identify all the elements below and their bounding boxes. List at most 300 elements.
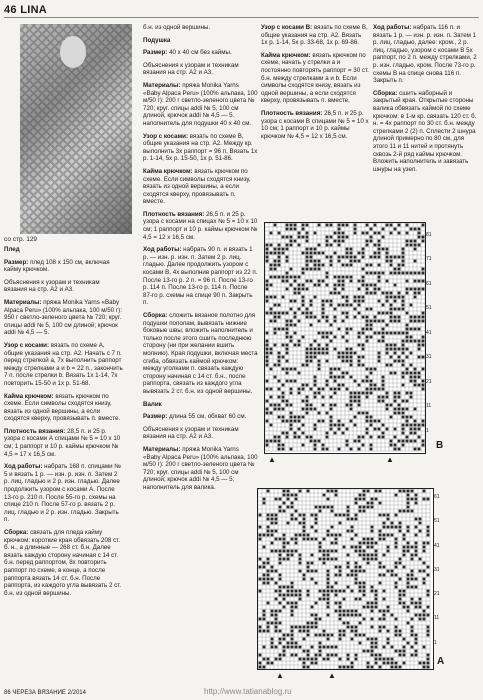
col2-paragraph [143, 211, 258, 241]
chart-stitch [282, 236, 285, 239]
chart-stitch [422, 388, 425, 391]
chart-stitch [398, 224, 401, 227]
chart-stitch [386, 392, 389, 395]
chart-stitch [379, 582, 382, 585]
chart-stitch [307, 570, 310, 573]
chart-stitch [266, 280, 269, 283]
chart-stitch [371, 506, 374, 509]
chart-stitch [291, 642, 294, 645]
chart-stitch [346, 248, 349, 251]
chart-stitch [370, 416, 373, 419]
chart-stitch [314, 340, 317, 343]
chart-stitch [367, 662, 370, 665]
chart-stitch [274, 304, 277, 307]
page-header: 46 LINA [4, 4, 48, 16]
chart-stitch [418, 236, 421, 239]
chart-stitch [291, 638, 294, 641]
chart-stitch [351, 590, 354, 593]
col2-paragraph-body: вязать по схеме В, общие указания на стр. А2. Между кр. выполнить 3х раппорт = 96 п. Вязать 1х р. 1-14, 5х р. 15-50, 1х р. 51-86. [143, 132, 258, 163]
chart-stitch [334, 368, 337, 371]
chart-stitch [375, 542, 378, 545]
chart-stitch [410, 432, 413, 435]
chart-stitch [270, 388, 273, 391]
chart-stitch [378, 256, 381, 259]
chart-stitch [310, 256, 313, 259]
chart-stitch [279, 658, 282, 661]
chart-stitch [407, 542, 410, 545]
chart-stitch [266, 412, 269, 415]
chart-stitch [363, 494, 366, 497]
chart-stitch [379, 666, 382, 669]
chart-stitch [306, 248, 309, 251]
chart-stitch [315, 618, 318, 621]
chart-stitch [398, 404, 401, 407]
chart-stitch [319, 510, 322, 513]
chart-stitch [351, 630, 354, 633]
chart-stitch [371, 626, 374, 629]
chart-stitch [274, 260, 277, 263]
chart-stitch [331, 550, 334, 553]
chart-stitch [355, 614, 358, 617]
chart-stitch [303, 658, 306, 661]
chart-stitch [318, 440, 321, 443]
chart-stitch [302, 288, 305, 291]
chart-stitch [378, 252, 381, 255]
chart-stitch [286, 432, 289, 435]
chart-stitch [339, 638, 342, 641]
chart-stitch [290, 428, 293, 431]
col2-paragraph-body: сложить вязаное полотно для подушки пополам, вывязать нижние боковые швы, вложить наполнитель и только после этого сшить последнюю сторону (ни при желании вшить молнию). Края подушки, включая места сгиба, обвязать каймой крючком: между уголками п. связать каждую сторону начиная с 14 ст. б.н., после раппорта, связать из каждого угла вывязать 2 ст. б.н. из одной вершины. [143, 312, 258, 395]
chart-stitch [362, 256, 365, 259]
chart-stitch [259, 514, 262, 517]
chart-stitch [406, 348, 409, 351]
chart-stitch [294, 316, 297, 319]
chart-stitch [370, 240, 373, 243]
chart-stitch [327, 490, 330, 493]
chart-stitch [379, 490, 382, 493]
chart-stitch [378, 436, 381, 439]
chart-stitch [390, 232, 393, 235]
chart-stitch [403, 546, 406, 549]
chart-stitch [358, 396, 361, 399]
chart-stitch [358, 412, 361, 415]
chart-stitch [306, 288, 309, 291]
chart-stitch [403, 554, 406, 557]
chart-stitch [339, 614, 342, 617]
chart-stitch [275, 518, 278, 521]
chart-stitch [423, 562, 426, 565]
chart-stitch [298, 308, 301, 311]
chart-stitch [346, 440, 349, 443]
chart-stitch [378, 332, 381, 335]
chart-stitch [370, 292, 373, 295]
chart-stitch [319, 598, 322, 601]
chart-stitch [370, 444, 373, 447]
chart-stitch [366, 316, 369, 319]
chart-stitch [395, 582, 398, 585]
chart-stitch [338, 388, 341, 391]
chart-stitch [314, 296, 317, 299]
chart-stitch [263, 666, 266, 669]
chart-stitch [398, 272, 401, 275]
chart-stitch [351, 666, 354, 669]
chart-stitch [359, 582, 362, 585]
chart-stitch [346, 372, 349, 375]
chart-stitch [263, 658, 266, 661]
chart-stitch [402, 264, 405, 267]
chart-stitch [335, 558, 338, 561]
col1-paragraph [4, 279, 124, 294]
chart-stitch [306, 312, 309, 315]
col1-paragraph-body: связать для пледа кайму крючком: короткие края обвязать 208 ст. б. н., а длинные — 268 ст. б.н. Далее вязать каждую сторону начиная с 14 ст. б.н. перед раппортом, 8х повторить раппорт по схеме, в конце, а после раппорта вязать 14 ст. б.н. После раппорта, из каждого угла вывязать 2 ст. б.н. из одной вершины. [4, 529, 122, 597]
chart-stitch [286, 328, 289, 331]
chart-stitch [358, 448, 361, 451]
chart-stitch [391, 522, 394, 525]
chart-stitch [334, 424, 337, 427]
chart-stitch [415, 518, 418, 521]
chart-stitch [263, 566, 266, 569]
chart-stitch [291, 538, 294, 541]
col1-paragraph-title: Узор с косами: [4, 341, 50, 349]
chart-stitch [375, 662, 378, 665]
chart-stitch [291, 614, 294, 617]
chart-stitch [267, 602, 270, 605]
chart-stitch [266, 248, 269, 251]
chart-stitch [399, 530, 402, 533]
chart-stitch [282, 444, 285, 447]
chart-stitch [414, 372, 417, 375]
chart-stitch [318, 332, 321, 335]
chart-stitch [350, 304, 353, 307]
chart-stitch [279, 562, 282, 565]
chart-stitch [390, 312, 393, 315]
chart-stitch [394, 360, 397, 363]
chart-stitch [299, 570, 302, 573]
chart-stitch [414, 328, 417, 331]
chart-stitch [418, 272, 421, 275]
chart-stitch [327, 586, 330, 589]
chart-stitch [407, 546, 410, 549]
chart-stitch [410, 288, 413, 291]
chart-stitch [406, 292, 409, 295]
chart-stitch [383, 614, 386, 617]
chart-stitch [394, 372, 397, 375]
chart-stitch [259, 566, 262, 569]
col2-paragraph [143, 37, 258, 45]
chart-stitch [294, 432, 297, 435]
chart-stitch [294, 368, 297, 371]
chart-stitch [271, 566, 274, 569]
chart-stitch [290, 240, 293, 243]
chart-stitch [407, 526, 410, 529]
chart-stitch [418, 244, 421, 247]
chart-stitch [278, 440, 281, 443]
chart-stitch [279, 510, 282, 513]
chart-stitch [350, 248, 353, 251]
chart-stitch [267, 558, 270, 561]
col1-paragraph [4, 342, 124, 388]
chart-stitch [402, 260, 405, 263]
chart-stitch [366, 432, 369, 435]
chart-stitch [378, 360, 381, 363]
chart-stitch [302, 384, 305, 387]
chart-stitch [279, 590, 282, 593]
chart-stitch [270, 348, 273, 351]
chart-stitch [318, 420, 321, 423]
chart-stitch [290, 392, 293, 395]
chart-stitch [386, 224, 389, 227]
chart-stitch [366, 272, 369, 275]
chart-stitch [395, 538, 398, 541]
chart-stitch [358, 400, 361, 403]
chart-stitch [347, 666, 350, 669]
chart-stitch [274, 248, 277, 251]
chart-stitch [283, 594, 286, 597]
chart-stitch [411, 498, 414, 501]
chart-stitch [382, 328, 385, 331]
chart-stitch [266, 244, 269, 247]
col2-paragraph-title: Плотность вязания: [143, 210, 205, 218]
chart-stitch [335, 494, 338, 497]
chart-stitch [263, 562, 266, 565]
chart-stitch [267, 570, 270, 573]
chart-stitch [331, 534, 334, 537]
chart-stitch [403, 606, 406, 609]
chart-stitch [382, 312, 385, 315]
chart-stitch [263, 534, 266, 537]
col3-paragraph [261, 52, 369, 105]
chart-stitch [402, 412, 405, 415]
chart-stitch [387, 570, 390, 573]
chart-stitch [371, 654, 374, 657]
chart-stitch [298, 420, 301, 423]
chart-stitch [271, 646, 274, 649]
chart-stitch [286, 312, 289, 315]
chart-stitch [346, 328, 349, 331]
chart-stitch [318, 344, 321, 347]
chart-stitch [418, 348, 421, 351]
chart-stitch [311, 562, 314, 565]
chart-stitch [294, 276, 297, 279]
chart-stitch [386, 260, 389, 263]
chart-stitch [419, 518, 422, 521]
chart-stitch [323, 550, 326, 553]
chart-stitch [346, 296, 349, 299]
chart-stitch [383, 522, 386, 525]
chart-stitch [339, 522, 342, 525]
chart-stitch [290, 228, 293, 231]
chart-stitch [283, 502, 286, 505]
chart-stitch [391, 570, 394, 573]
chart-stitch [278, 276, 281, 279]
chart-stitch [370, 372, 373, 375]
col2-paragraph-title: Кайма крючком: [143, 167, 193, 175]
chart-stitch [314, 384, 317, 387]
chart-stitch [399, 654, 402, 657]
chart-stitch [358, 392, 361, 395]
chart-stitch [286, 280, 289, 283]
chart-row-number: 41 [434, 542, 440, 549]
chart-stitch [279, 498, 282, 501]
chart-stitch [382, 236, 385, 239]
chart-stitch [410, 416, 413, 419]
chart-stitch [334, 232, 337, 235]
chart-stitch [371, 618, 374, 621]
chart-stitch [282, 248, 285, 251]
chart-stitch [266, 260, 269, 263]
chart-stitch [286, 272, 289, 275]
chart-stitch [330, 292, 333, 295]
chart-stitch [318, 280, 321, 283]
chart-stitch [347, 626, 350, 629]
chart-stitch [386, 324, 389, 327]
chart-stitch [347, 530, 350, 533]
chart-stitch [355, 566, 358, 569]
chart-stitch [282, 280, 285, 283]
chart-stitch [399, 578, 402, 581]
chart-row-number: 11 [434, 615, 440, 622]
chart-stitch [362, 444, 365, 447]
chart-stitch [378, 240, 381, 243]
chart-stitch [406, 272, 409, 275]
chart-stitch [382, 292, 385, 295]
chart-stitch [319, 590, 322, 593]
chart-stitch [338, 428, 341, 431]
chart-stitch [279, 602, 282, 605]
chart-stitch [354, 316, 357, 319]
chart-stitch [259, 662, 262, 665]
chart-stitch [278, 396, 281, 399]
chart-stitch [294, 344, 297, 347]
chart-stitch [422, 444, 425, 447]
chart-stitch [330, 372, 333, 375]
col2-paragraph-body: 26,5 п. и 25 р. узора с косами на спицах № 5 = 10 х 10 см; 1 раппорт и 10 р. каймы крючком № 4,5 = 12 х 16,5 см. [143, 210, 258, 241]
chart-stitch [371, 502, 374, 505]
chart-stitch [298, 428, 301, 431]
chart-stitch [330, 396, 333, 399]
chart-stitch [359, 498, 362, 501]
chart-stitch [339, 658, 342, 661]
chart-stitch [375, 646, 378, 649]
chart-stitch [327, 602, 330, 605]
chart-stitch [303, 522, 306, 525]
col2-paragraph-body: б.н. из одной вершины. [143, 24, 211, 31]
chart-stitch [275, 614, 278, 617]
chart-stitch [334, 276, 337, 279]
chart-stitch [423, 490, 426, 493]
col2-paragraph-body: пряжа Monika Yarns «Baby Alpaca Peru» (100% альпака, 100 м/50 г): 200 г светло-зеленого цвета № 720; круг. спицы addi № 5, 100 см длиной; крючок addi № 4,5 — 5; наполнитель для валика. [143, 445, 258, 491]
chart-stitch [315, 602, 318, 605]
chart-stitch [422, 224, 425, 227]
chart-stitch [275, 610, 278, 613]
chart-stitch [339, 666, 342, 669]
chart-stitch [414, 440, 417, 443]
chart-stitch [327, 654, 330, 657]
chart-stitch [359, 590, 362, 593]
chart-stitch [423, 546, 426, 549]
chart-stitch [402, 432, 405, 435]
chart-stitch [387, 638, 390, 641]
chart-stitch [394, 396, 397, 399]
chart-stitch [427, 626, 430, 629]
chart-stitch [267, 514, 270, 517]
chart-stitch [422, 288, 425, 291]
chart-stitch [307, 566, 310, 569]
chart-stitch [403, 650, 406, 653]
chart-stitch [411, 618, 414, 621]
chart-stitch [282, 448, 285, 451]
chart-stitch [358, 364, 361, 367]
chart-stitch [326, 360, 329, 363]
chart-stitch [334, 292, 337, 295]
chart-stitch [294, 380, 297, 383]
chart-stitch [298, 232, 301, 235]
chart-stitch [323, 646, 326, 649]
chart-stitch [270, 368, 273, 371]
chart-stitch [351, 570, 354, 573]
chart-stitch [295, 550, 298, 553]
chart-stitch [367, 490, 370, 493]
chart-stitch [286, 380, 289, 383]
chart-stitch [287, 494, 290, 497]
chart-stitch [378, 352, 381, 355]
chart-stitch [331, 526, 334, 529]
chart-stitch [311, 526, 314, 529]
chart-stitch [410, 392, 413, 395]
chart-stitch [351, 662, 354, 665]
chart-stitch [278, 252, 281, 255]
col2-paragraph-title: Размер: [143, 49, 168, 57]
chart-stitch [387, 550, 390, 553]
chart-stitch [290, 244, 293, 247]
chart-stitch [358, 332, 361, 335]
chart-stitch [295, 534, 298, 537]
chart-stitch [403, 534, 406, 537]
chart-stitch [391, 666, 394, 669]
chart-stitch [303, 630, 306, 633]
chart-stitch [367, 602, 370, 605]
chart-stitch [319, 654, 322, 657]
chart-stitch [287, 602, 290, 605]
chart-stitch [367, 666, 370, 669]
chart-stitch [410, 240, 413, 243]
chart-stitch [414, 228, 417, 231]
chart-stitch [267, 526, 270, 529]
chart-stitch [326, 300, 329, 303]
chart-stitch [406, 288, 409, 291]
chart-stitch [322, 312, 325, 315]
chart-stitch [418, 340, 421, 343]
chart-stitch [338, 448, 341, 451]
chart-stitch [275, 618, 278, 621]
chart-stitch [338, 420, 341, 423]
chart-stitch [366, 264, 369, 267]
chart-stitch [399, 666, 402, 669]
chart-stitch [403, 590, 406, 593]
chart-stitch [323, 554, 326, 557]
chart-stitch [358, 312, 361, 315]
chart-stitch [395, 666, 398, 669]
chart-stitch [406, 312, 409, 315]
chart-stitch [275, 630, 278, 633]
chart-stitch [375, 654, 378, 657]
chart-stitch [366, 368, 369, 371]
chart-stitch [367, 562, 370, 565]
chart-stitch [395, 566, 398, 569]
chart-stitch [378, 232, 381, 235]
chart-stitch [287, 558, 290, 561]
chart-stitch [278, 360, 281, 363]
